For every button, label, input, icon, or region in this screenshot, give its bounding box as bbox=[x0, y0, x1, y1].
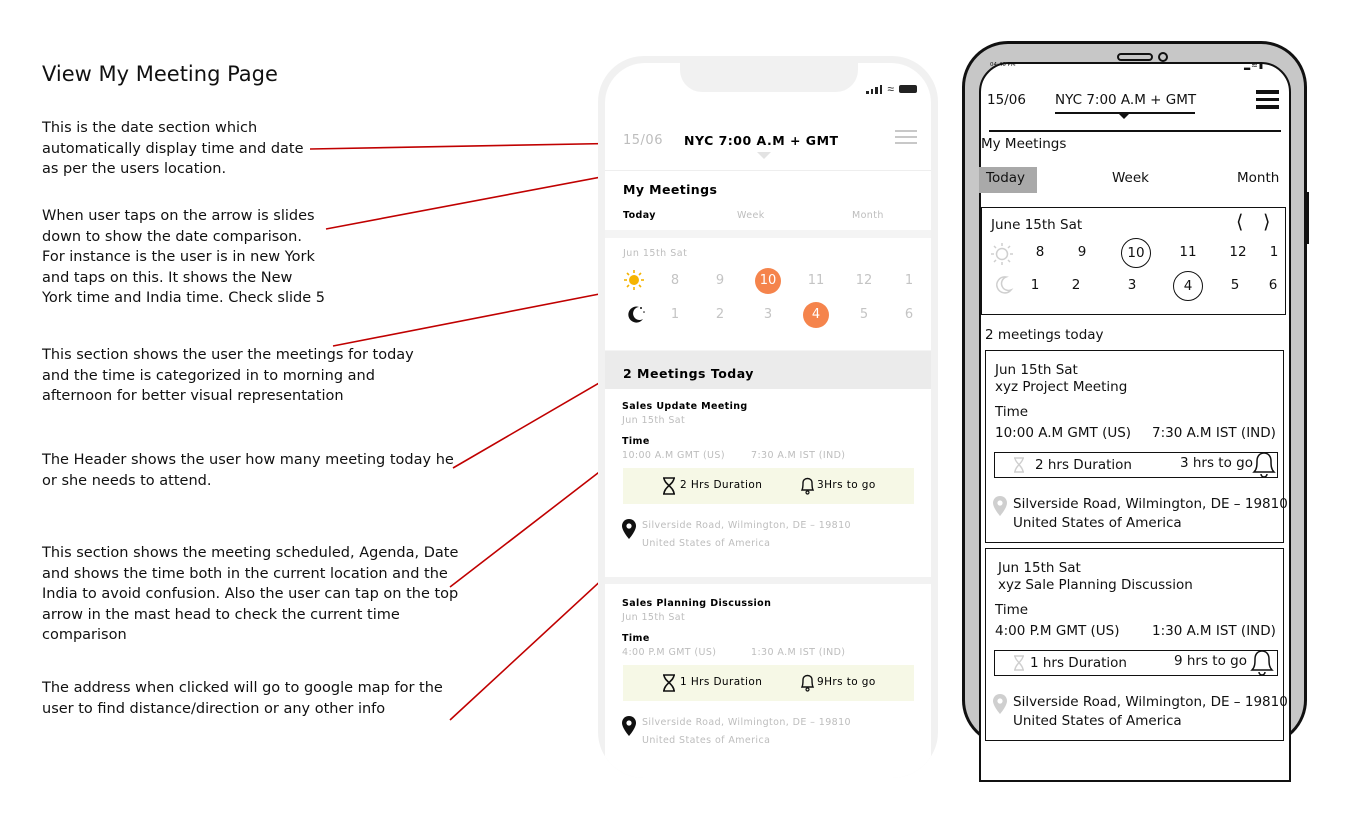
status-bar bbox=[866, 84, 917, 94]
duration-bar bbox=[623, 665, 914, 701]
annotation-meeting-section: This section shows the meeting scheduled, Agenda, Date and shows the time both in the current location and the India to avoid confusion. Also the user can tap on the top arrow in the mast head to check the current time comparison bbox=[42, 545, 459, 643]
sketch-address-line1[interactable]: Silverside Road, Wilmington, DE – 19810 bbox=[1013, 496, 1288, 512]
sketch-tab-week[interactable]: Week bbox=[1112, 170, 1149, 186]
sketch-night-hour-5[interactable]: 5 bbox=[1230, 277, 1240, 293]
signal-icon bbox=[866, 85, 882, 94]
sketch-duration-box bbox=[994, 650, 1278, 676]
sketch-hourglass-icon bbox=[1013, 457, 1025, 473]
day-hour-1[interactable]: 1 bbox=[904, 273, 914, 288]
hifi-phone bbox=[598, 56, 938, 778]
sketch-duration-text: 2 hrs Duration bbox=[1035, 457, 1132, 473]
sketch-duration-box bbox=[994, 452, 1278, 478]
sketch-section-title: My Meetings bbox=[981, 136, 1067, 152]
sketch-header-date: 15/06 bbox=[987, 92, 1026, 108]
meeting-date: Jun 15th Sat bbox=[622, 612, 686, 623]
sketch-time-label: Time bbox=[995, 404, 1029, 420]
sketch-header-divider bbox=[989, 130, 1281, 132]
side-button bbox=[1305, 192, 1309, 244]
day-hour-12[interactable]: 12 bbox=[855, 273, 873, 288]
annotation-header: The Header shows the user how many meeting today he or she needs to attend. bbox=[42, 452, 454, 489]
day-hour-10[interactable]: 10 bbox=[755, 268, 781, 294]
bell-icon[interactable] bbox=[800, 476, 815, 495]
night-hour-6[interactable]: 6 bbox=[904, 307, 914, 322]
sketch-address-line1[interactable]: Silverside Road, Wilmington, DE – 19810 bbox=[1013, 694, 1288, 710]
arrow-calendar bbox=[333, 290, 620, 346]
tab-month[interactable]: Month bbox=[852, 210, 884, 221]
sketch-duration-text: 1 hrs Duration bbox=[1030, 655, 1127, 671]
meeting-address-line1[interactable]: Silverside Road, Wilmington, DE – 19810 bbox=[642, 520, 851, 531]
header-divider bbox=[605, 170, 931, 171]
sketch-bell-icon[interactable] bbox=[1249, 648, 1275, 676]
sketch-night-hour-2[interactable]: 2 bbox=[1071, 277, 1081, 293]
status-time: 04:40 PM bbox=[990, 62, 1016, 68]
sketch-meeting-title: xyz Sale Planning Discussion bbox=[998, 577, 1193, 593]
sun-icon bbox=[623, 269, 645, 291]
sketch-hourglass-icon bbox=[1013, 655, 1025, 671]
sketch-time-ind: 1:30 A.M IST (IND) bbox=[1152, 623, 1276, 639]
annotation-date-section: This is the date section which automatically display time and date as per the users location. bbox=[42, 120, 304, 177]
sketch-location-pin-icon[interactable] bbox=[993, 496, 1007, 516]
sketch-time-label: Time bbox=[995, 602, 1029, 618]
day-hour-11[interactable]: 11 bbox=[807, 273, 825, 288]
meeting-address-line2[interactable]: United States of America bbox=[642, 538, 771, 549]
meetings-count-header: 2 Meetings Today bbox=[623, 366, 754, 381]
sketch-meeting-date: Jun 15th Sat bbox=[995, 362, 1078, 378]
sketch-night-hour-3[interactable]: 3 bbox=[1127, 277, 1137, 293]
sketch-time-to-go: 9 hrs to go bbox=[1174, 653, 1247, 669]
sketch-time-us: 4:00 P.M GMT (US) bbox=[995, 623, 1120, 639]
sketch-night-hour-1[interactable]: 1 bbox=[1030, 277, 1040, 293]
sketch-calendar-date: June 15th Sat bbox=[991, 217, 1083, 233]
meeting-date: Jun 15th Sat bbox=[622, 415, 686, 426]
duration-text: 2 Hrs Duration bbox=[680, 479, 763, 491]
duration-text: 1 Hrs Duration bbox=[680, 676, 763, 688]
page-title: View My Meeting Page bbox=[42, 62, 278, 86]
sketch-day-hour-12[interactable]: 12 bbox=[1229, 244, 1247, 260]
sketch-meetings-header: 2 meetings today bbox=[985, 327, 1104, 343]
annotation-arrow-slide: When user taps on the arrow is slides down to show the date comparison. For instance is the user is in new York and taps on this. It shows the New York time and India time. Check slide 5 bbox=[42, 208, 325, 306]
phone-notch bbox=[680, 63, 858, 92]
meeting-time-us: 10:00 A.M GMT (US) bbox=[622, 450, 725, 461]
night-hour-2[interactable]: 2 bbox=[715, 307, 725, 322]
sketch-night-hour-4[interactable]: 4 bbox=[1173, 271, 1203, 301]
hifi-screen bbox=[605, 63, 931, 778]
battery-icon bbox=[899, 85, 917, 93]
sketch-tab-month[interactable]: Month bbox=[1237, 170, 1280, 186]
meeting-time-ind: 7:30 A.M IST (IND) bbox=[751, 450, 846, 461]
section-gap bbox=[605, 230, 931, 238]
sketch-bell-icon[interactable] bbox=[1251, 450, 1277, 478]
sketch-tab-today[interactable] bbox=[979, 167, 1037, 193]
meeting-time-ind: 1:30 A.M IST (IND) bbox=[751, 647, 846, 658]
meeting-title[interactable]: Sales Planning Discussion bbox=[622, 598, 772, 609]
meeting-address-line2[interactable]: United States of America bbox=[642, 735, 771, 746]
tab-week[interactable]: Week bbox=[737, 210, 765, 221]
header-location-time[interactable]: NYC 7:00 A.M + GMT bbox=[684, 133, 839, 148]
sketch-address-line2[interactable]: United States of America bbox=[1013, 515, 1182, 531]
wifi-icon: ≈ bbox=[887, 82, 894, 96]
sketch-meeting-date: Jun 15th Sat bbox=[998, 560, 1081, 576]
time-to-go: 9Hrs to go bbox=[817, 676, 876, 688]
night-hour-4[interactable]: 4 bbox=[803, 302, 829, 328]
sketch-tab-today-label: Today bbox=[986, 170, 1026, 186]
speaker-icon bbox=[1117, 53, 1153, 61]
menu-icon[interactable] bbox=[895, 130, 917, 144]
sketch-day-hour-8[interactable]: 8 bbox=[1035, 244, 1045, 260]
moon-icon bbox=[625, 303, 647, 325]
sketch-night-hour-6[interactable]: 6 bbox=[1268, 277, 1278, 293]
sketch-day-hour-10[interactable]: 10 bbox=[1121, 238, 1151, 268]
annotation-calendar-section: This section shows the user the meetings for today and the time is categorized in to morning and afternoon for better visual representation bbox=[42, 347, 414, 404]
meeting-time-label: Time bbox=[622, 633, 650, 644]
sketch-moon-icon bbox=[992, 274, 1014, 296]
hourglass-icon bbox=[662, 674, 676, 692]
meeting-divider bbox=[605, 577, 931, 584]
night-hour-1[interactable]: 1 bbox=[670, 307, 680, 322]
sketch-status-icons: ▂≈▮ bbox=[1244, 61, 1265, 70]
duration-bar bbox=[623, 468, 914, 504]
meeting-time-us: 4:00 P.M GMT (US) bbox=[622, 647, 717, 658]
location-pin-icon[interactable] bbox=[622, 519, 636, 539]
calendar-date-label: Jun 15th Sat bbox=[623, 248, 688, 259]
meeting-time-label: Time bbox=[622, 436, 650, 447]
hourglass-icon bbox=[662, 477, 676, 495]
sketch-sun-icon bbox=[990, 242, 1014, 266]
sketch-address-line2[interactable]: United States of America bbox=[1013, 713, 1182, 729]
next-arrow-icon[interactable]: ⟩ bbox=[1263, 211, 1271, 233]
location-pin-icon[interactable] bbox=[622, 716, 636, 736]
sketch-day-hour-11[interactable]: 11 bbox=[1179, 244, 1197, 260]
sketch-day-hour-9[interactable]: 9 bbox=[1077, 244, 1087, 260]
sketch-dropdown-arrow-icon[interactable] bbox=[1117, 112, 1131, 119]
camera-icon bbox=[1158, 52, 1168, 62]
bell-icon[interactable] bbox=[800, 673, 815, 692]
night-hour-3[interactable]: 3 bbox=[763, 307, 773, 322]
meeting-address-line1[interactable]: Silverside Road, Wilmington, DE – 19810 bbox=[642, 717, 851, 728]
meetings-header-bar bbox=[605, 351, 931, 389]
sketch-time-ind: 7:30 A.M IST (IND) bbox=[1152, 425, 1276, 441]
section-title: My Meetings bbox=[623, 182, 718, 197]
arrow-meeting-card bbox=[450, 456, 620, 587]
day-hour-9[interactable]: 9 bbox=[715, 273, 725, 288]
sketch-meeting-title: xyz Project Meeting bbox=[995, 379, 1128, 395]
dropdown-arrow-icon[interactable] bbox=[757, 152, 771, 159]
sketch-time-us: 10:00 A.M GMT (US) bbox=[995, 425, 1132, 441]
annotation-address: The address when clicked will go to google map for the user to find distance/direction or any other info bbox=[42, 680, 443, 717]
time-to-go: 3Hrs to go bbox=[817, 479, 876, 491]
sketch-location-pin-icon[interactable] bbox=[993, 694, 1007, 714]
sketch-menu-icon[interactable] bbox=[1256, 90, 1279, 109]
arrow-meetings-header bbox=[453, 372, 618, 468]
sketch-time-to-go: 3 hrs to go bbox=[1180, 455, 1253, 471]
night-hour-5[interactable]: 5 bbox=[859, 307, 869, 322]
sketch-day-hour-1[interactable]: 1 bbox=[1269, 244, 1279, 260]
tab-today[interactable]: Today bbox=[623, 210, 656, 221]
prev-arrow-icon[interactable]: ⟨ bbox=[1236, 211, 1244, 233]
header-date: 15/06 bbox=[623, 133, 663, 148]
day-hour-8[interactable]: 8 bbox=[670, 273, 680, 288]
meeting-title[interactable]: Sales Update Meeting bbox=[622, 401, 748, 412]
sketch-header-location-time[interactable]: NYC 7:00 A.M + GMT bbox=[1055, 92, 1197, 108]
